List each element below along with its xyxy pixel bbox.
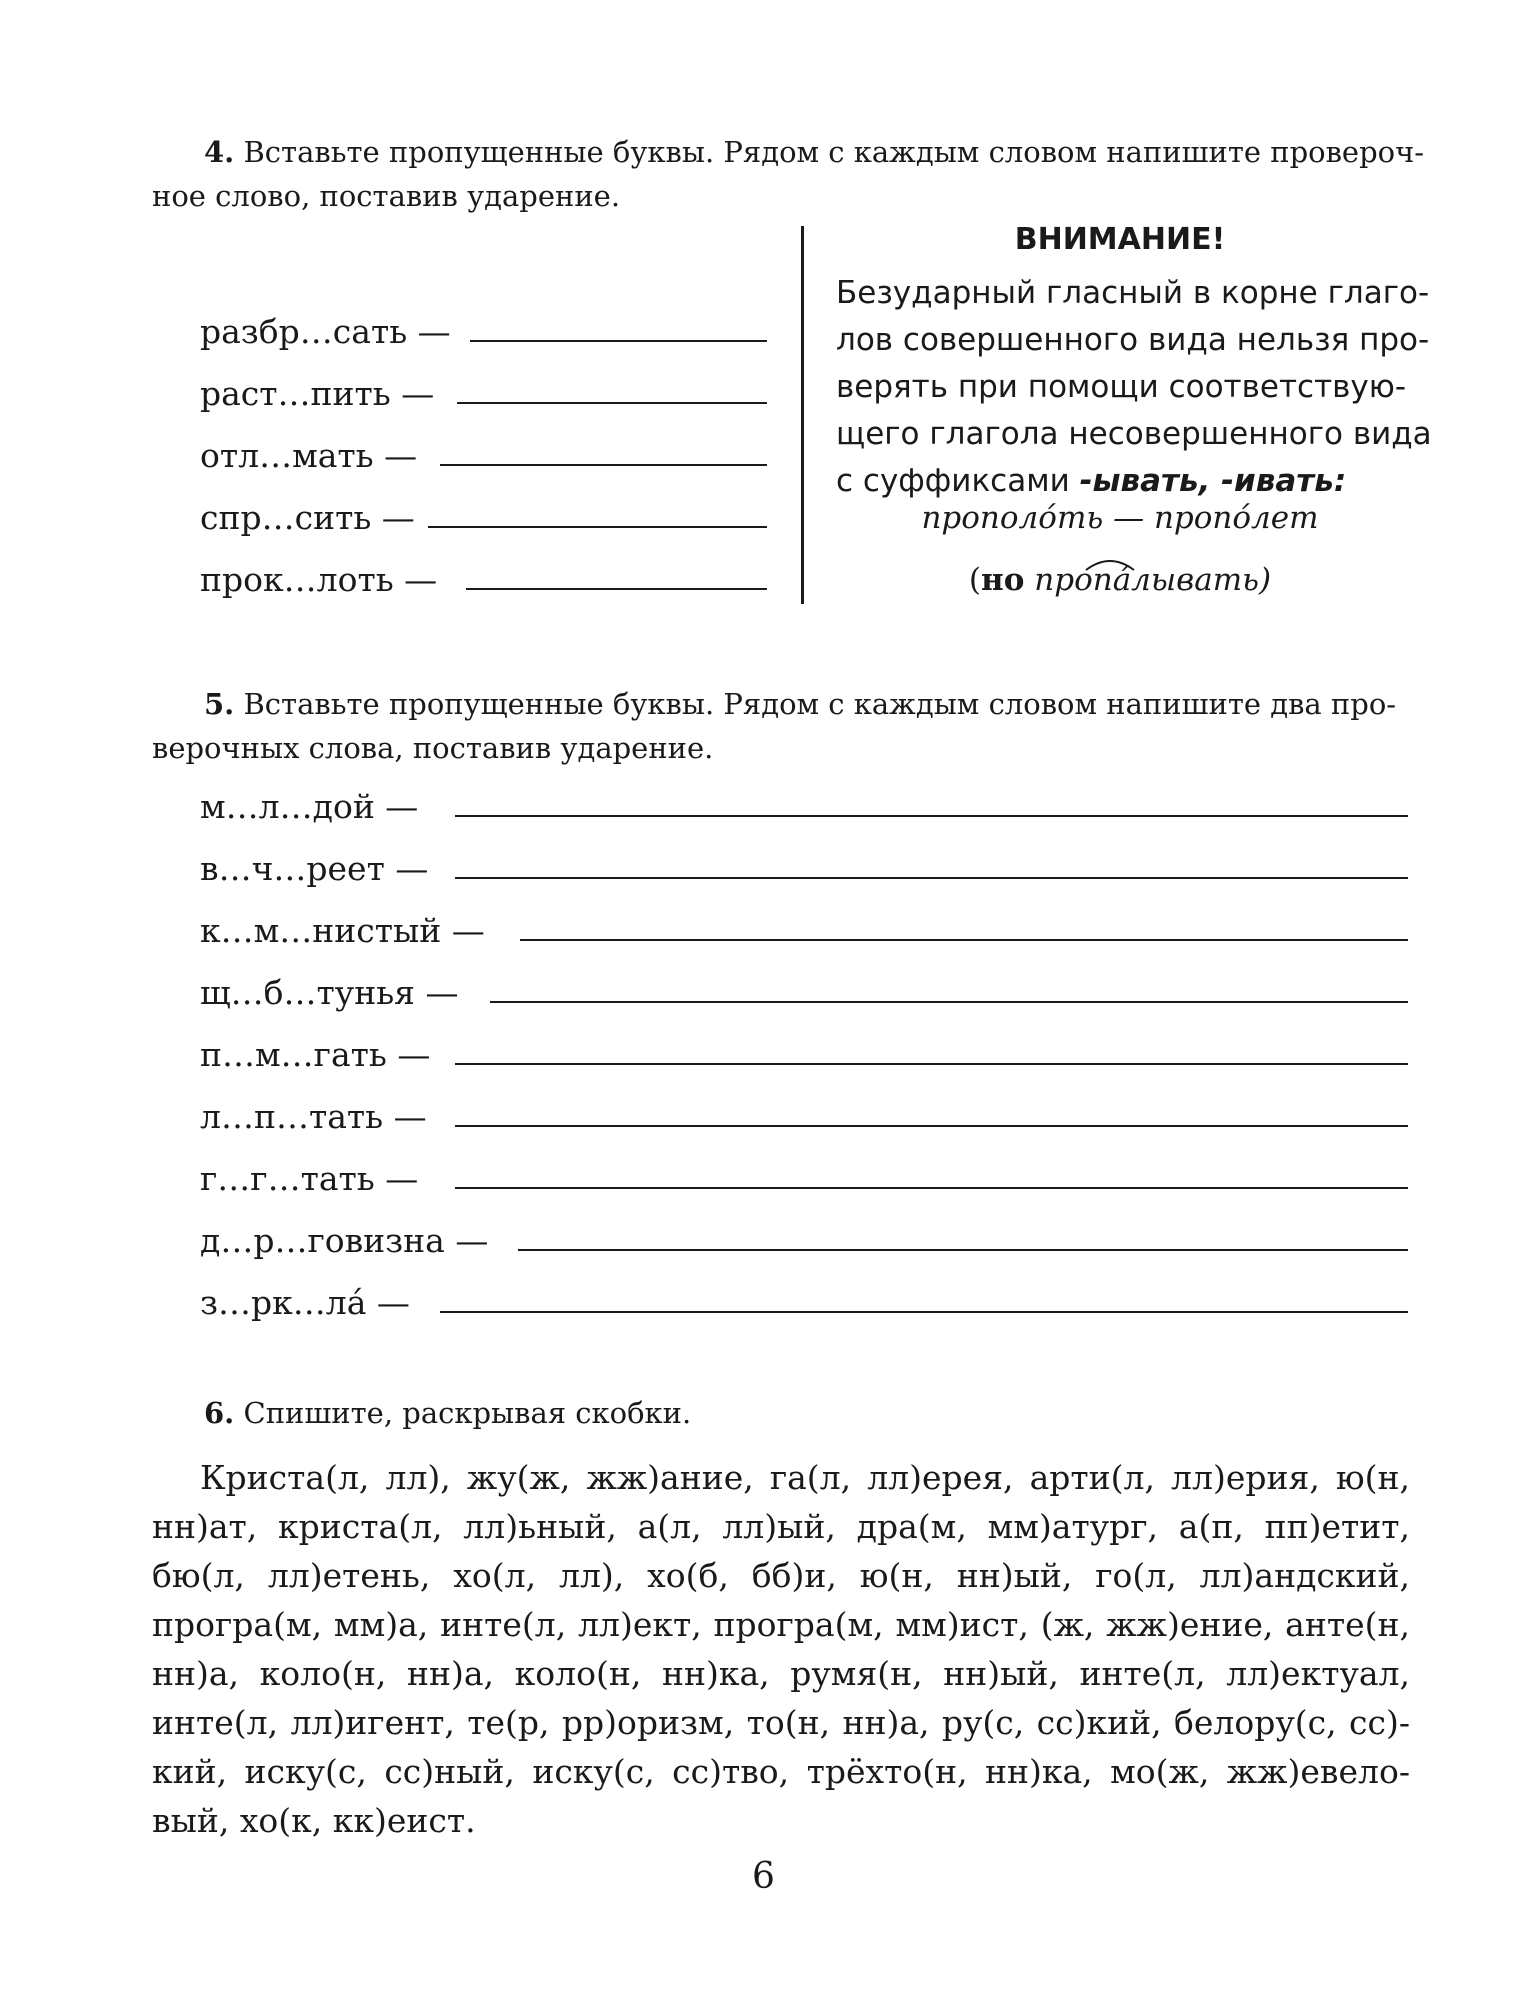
- task4-number: 4.: [204, 135, 235, 169]
- note-line-1: Безударный гласный в корне глаго-: [836, 275, 1430, 311]
- note-line-2: лов совершенного вида нельзя про-: [836, 322, 1430, 358]
- note-line-5-prefix: с суффиксами: [836, 463, 1080, 499]
- note-suffixes: -ывать, -ивать:: [1079, 463, 1347, 499]
- answer-line-5-3[interactable]: [520, 939, 1408, 941]
- task6-line-7: кий, иску(с, сс)ный, иску(с, сс)тво, трёхто(н, нн)ка, мо(ж, жж)евело-: [152, 1752, 1410, 1791]
- root-arcs: [820, 488, 1420, 512]
- answer-line-5-4[interactable]: [490, 1001, 1408, 1003]
- note-example-2-word: пропáлывать): [1024, 562, 1272, 598]
- answer-line-4-4[interactable]: [428, 526, 767, 528]
- task5-number: 5.: [204, 687, 235, 721]
- note-divider: [801, 226, 804, 604]
- task6-line-6: инте(л, лл)игент, те(р, рр)оризм, то(н, нн)а, ру(с, сс)кий, белору(с, сс)-: [152, 1703, 1410, 1742]
- task6-line-2: нн)ат, криста(л, лл)ьный, а(л, лл)ый, дра(м, мм)атург, а(п, пп)етит,: [152, 1507, 1410, 1546]
- answer-line-4-2[interactable]: [457, 402, 767, 404]
- task6-line-1: Криста(л, лл), жу(ж, жж)ание, га(л, лл)ерея, арти(л, лл)ерия, ю(н,: [200, 1458, 1410, 1497]
- task6-exercise: [152, 1453, 1410, 1845]
- task5-instruction: [152, 682, 1410, 770]
- task5-word-6: л…п…тать —: [200, 1097, 427, 1136]
- page-number: 6: [752, 1856, 775, 1897]
- task4-text-line2: ное слово, поставив ударение.: [152, 179, 621, 213]
- task4-word-5: прок…лоть —: [200, 560, 438, 599]
- answer-line-5-2[interactable]: [455, 877, 1408, 879]
- task5-word-8: д…р…говизна —: [200, 1221, 489, 1260]
- note-body: [836, 270, 1432, 505]
- task6-text: Спишите, раскрывая скобки.: [243, 1396, 692, 1430]
- task6-line-4: програ(м, мм)а, инте(л, лл)ект, програ(м, мм)ист, (ж, жж)ение, анте(н,: [152, 1605, 1410, 1644]
- task6-line-8: вый, хо(к, кк)еист.: [152, 1801, 476, 1840]
- answer-line-4-1[interactable]: [470, 340, 767, 342]
- task4-text-line1: Вставьте пропущенные буквы. Рядом с каждым словом напишите провероч-: [243, 135, 1425, 169]
- task4-instruction: [152, 130, 1425, 218]
- task4-word-2: раст…пить —: [200, 374, 435, 413]
- note-line-4: щего глагола несовершенного вида: [836, 416, 1432, 452]
- task5-word-1: м…л…дой —: [200, 787, 419, 826]
- answer-line-5-5[interactable]: [455, 1063, 1408, 1065]
- root-arc-3: [1086, 561, 1134, 570]
- note-example-1: прополóть — пропóлет: [921, 500, 1319, 536]
- task5-text-line2: верочных слова, поставив ударение.: [152, 731, 714, 765]
- task5-word-2: в…ч…реет —: [200, 849, 429, 888]
- task5-word-5: п…м…гать —: [200, 1035, 431, 1074]
- task5-word-3: к…м…нистый —: [200, 911, 485, 950]
- answer-line-4-3[interactable]: [440, 464, 767, 466]
- task5-word-9: з…рк…лá —: [200, 1283, 410, 1322]
- task5-text-line1: Вставьте пропущенные буквы. Рядом с каждым словом напишите два про-: [243, 687, 1397, 721]
- note-example-2-open: (: [968, 562, 982, 598]
- task6-line-5: нн)а, коло(н, нн)а, коло(н, нн)ка, румя(н, нн)ый, инте(л, лл)ектуал,: [152, 1654, 1410, 1693]
- answer-line-5-1[interactable]: [455, 815, 1408, 817]
- task6-number: 6.: [204, 1396, 235, 1430]
- task5-word-7: г…г…тать —: [200, 1159, 419, 1198]
- note-example-2-but: но: [981, 562, 1025, 598]
- answer-line-5-8[interactable]: [518, 1249, 1408, 1251]
- answer-line-5-7[interactable]: [455, 1187, 1408, 1189]
- note-line-3: верять при помощи соответствую-: [836, 369, 1407, 405]
- task6-line-3: бю(л, лл)етень, хо(л, лл), хо(б, бб)и, ю(н, нн)ый, го(л, лл)андский,: [152, 1556, 1410, 1595]
- answer-line-4-5[interactable]: [466, 588, 767, 590]
- root-arc-3-wrap: [820, 550, 1420, 574]
- task4-word-4: спр…сить —: [200, 498, 415, 537]
- answer-line-5-9[interactable]: [440, 1311, 1408, 1313]
- task4-word-1: разбр…сать —: [200, 312, 451, 351]
- answer-line-5-6[interactable]: [455, 1125, 1408, 1127]
- task6-instruction: [204, 1391, 691, 1435]
- task4-word-3: отл…мать —: [200, 436, 418, 475]
- task5-word-4: щ…б…тунья —: [200, 973, 459, 1012]
- note-title: ВНИМАНИЕ!: [1014, 222, 1226, 257]
